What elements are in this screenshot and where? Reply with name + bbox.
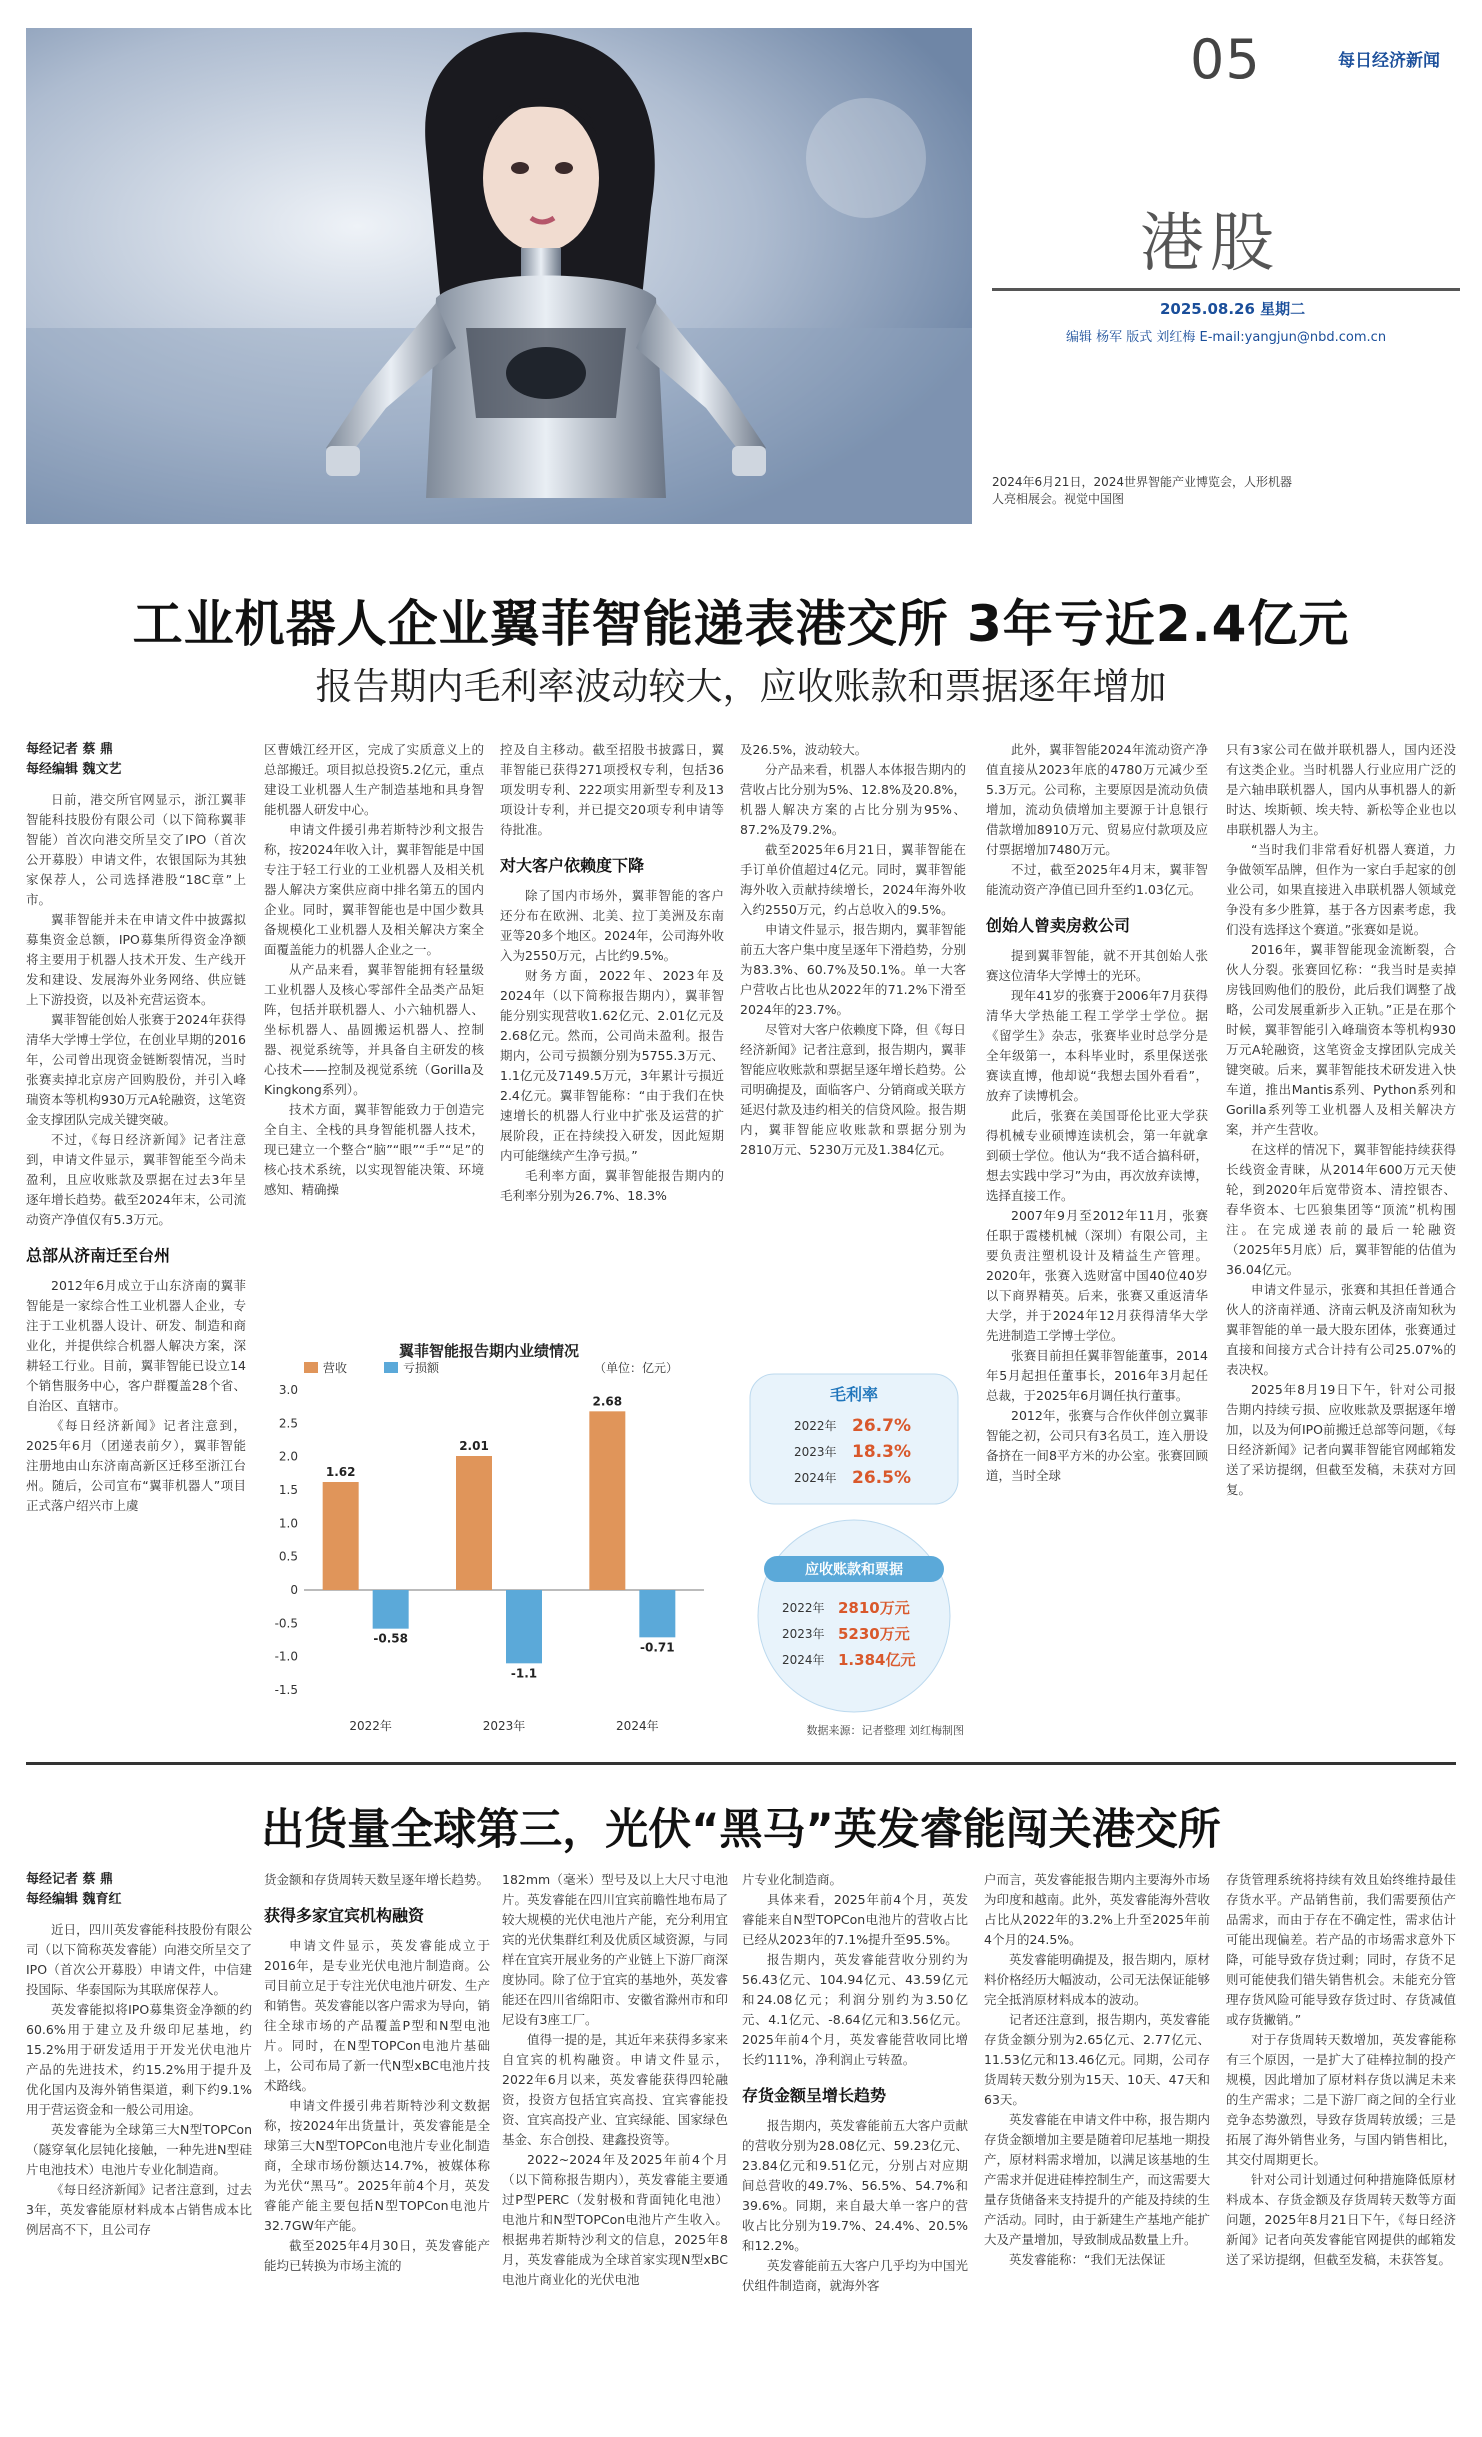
paragraph: 近日，四川英发睿能科技股份有限公司（以下简称英发睿能）向港交所呈交了IPO（首次公开募股）申请文件，中信建投国际、华泰国际为其联席保荐人。 — [26, 1922, 252, 1997]
y-tick-label: 2.5 — [278, 1416, 298, 1431]
paragraph: 2016年，翼菲智能现金流断裂，合伙人分裂。张赛回忆称：“我当时是卖掉房钱回购他们的股份，此后我们调整了战略，公司发展重新步入正轨。”正是在那个时候，翼菲智能引入峰瑞资本等机构930万元A轮融资，这笔资金支撑团队完成关键突破。后来，翼菲智能技术研发进入快车道，推出Mantis系列、Python系列和Gorilla系列等工业机器人及相关解决方案，并产生营收。 — [1226, 942, 1456, 1137]
y-tick-label: 1.0 — [278, 1516, 298, 1531]
paragraph: 从产品来看，翼菲智能拥有轻量级工业机器人及核心零部件全品类产品矩阵，包括并联机器人、小六轴机器人、坐标机器人、晶圆搬运机器人、控制器、视觉系统等，并具备自主研发的核心技术——控制及视觉系统（Gorilla及Kingkong系列）。 — [264, 962, 484, 1097]
robot-photo — [26, 28, 972, 524]
paragraph: 日前，港交所官网显示，浙江翼菲智能科技股份有限公司（以下简称翼菲智能）首次向港交所呈交了IPO（首次公开募股）申请文件，农银国际为其独家保荐人，公司选择港股“18C章”上市。 — [26, 792, 246, 907]
paragraph: “当时我们非常看好机器人赛道，力争做领军品牌，但作为一家白手起家的创业公司，如果直接进入串联机器人领域竞争没有多少胜算，基于各方因素考虑，我们没有选择这个赛道。”张赛如是说。 — [1226, 842, 1456, 937]
paragraph: 申请文件显示，张赛和其担任普通合伙人的济南祥通、济南云帆及济南知秋为翼菲智能的单一最大股东团体，张赛通过直接和间接方式合计持有公司25.07%的表决权。 — [1226, 1282, 1456, 1377]
article1-col2 — [264, 740, 484, 1330]
article2-col1 — [26, 1870, 252, 2430]
paragraph: 尽管对大客户依赖度下降，但《每日经济新闻》记者注意到，报告期内，翼菲智能应收账款和票据呈逐年增长趋势。公司明确提及，面临客户、分销商或关联方延迟付款及违约相关的信贷风险。报告期内，翼菲智能应收账款和票据分别为2810万元、5230万元及1.384亿元。 — [740, 1022, 966, 1157]
article1-col6 — [1226, 740, 1456, 1760]
paragraph: 英发睿能明确提及，报告期内，原材料价格经历大幅波动，公司无法保证能够完全抵消原材料成本的波动。 — [984, 1952, 1210, 2007]
article2-col4 — [742, 1870, 968, 2430]
paragraph: 截至2025年6月21日，翼菲智能在手订单价值超过4亿元。同时，翼菲智能海外收入贡献持续增长，2024年海外收入约2550万元，约占总收入的9.5%。 — [740, 842, 966, 917]
receivables-value: 5230万元 — [838, 1625, 910, 1643]
gross-margin-year: 2023年 — [794, 1445, 837, 1459]
y-tick-label: -1.0 — [274, 1649, 298, 1664]
section-heading: 创始人曾卖房救公司 — [986, 916, 1131, 935]
paragraph: 技术方面，翼菲智能致力于创造完全自主、全栈的具身智能机器人技术，现已建立一个整合“脑”“眼”“手”“足”的核心技术系统，以实现智能决策、环境感知、精确操 — [264, 1102, 484, 1197]
receivables-title: 应收账款和票据 — [805, 1562, 903, 1578]
receivables-value: 1.384亿元 — [838, 1651, 916, 1669]
editor-byline: 每经编辑 魏文艺 — [26, 762, 122, 777]
article2-col5 — [984, 1870, 1210, 2430]
paragraph: 申请文件援引弗若斯特沙利文数据称，按2024年出货量计，英发睿能是全球第三大N型TOPCon电池片专业化制造商，全球市场份额达14.7%，被媒体称为光伏“黑马”。2025年前4个月，英发睿能产能主要包括N型TOPCon电池片32.7GW年产能。 — [264, 2098, 490, 2233]
y-tick-label: -1.5 — [274, 1683, 298, 1697]
paragraph: 值得一提的是，其近年来获得多家来自宜宾的机构融资。申请文件显示，2022年6月以来，英发睿能获得四轮融资，投资方包括宜宾高投、宜宾睿能投资、宜宾高投产业、宜宾绿能、国家绿色基金、东合创投、建鑫投资等。 — [502, 2032, 728, 2147]
receivables-year: 2024年 — [782, 1653, 825, 1667]
bar — [506, 1590, 542, 1663]
brand-name: 每日经济新闻 — [1338, 51, 1440, 71]
section-heading: 总部从济南迁至台州 — [26, 1246, 171, 1265]
paragraph: 英发睿能在申请文件中称，报告期内存货金额增加主要是随着印尼基地一期投产，原材料需求增加，以满足该基地的生产需求并促进硅棒控制生产，而这需要大量存货储备来支持提升的产能及持续的生产活动。同时，由于新建生产基地产能扩大及产量增加，导致制成品数量上升。 — [984, 2112, 1210, 2247]
paragraph: 报告期内，英发睿能前五大客户贡献的营收分别为28.08亿元、59.23亿元、23.84亿元和9.51亿元，分别占对应期间总营收的49.7%、56.5%、54.7%和39.6%。同期，来自最大单一客户的营收占比分别为19.7%、24.4%、20.5%和12.2%。 — [742, 2118, 968, 2253]
article2-title: 出货量全球第三，光伏“黑马”英发睿能闯关港交所 — [261, 1805, 1221, 1855]
gross-margin-year: 2022年 — [794, 1419, 837, 1433]
paragraph: 毛利率方面，翼菲智能报告期内的毛利率分别为26.7%、18.3% — [500, 1168, 724, 1203]
data-label: -0.71 — [640, 1640, 675, 1655]
paragraph: 此后，张赛在美国哥伦比亚大学获得机械专业硕博连读机会，第一年就拿到硕士学位。他认为“我不适合搞科研，想去实践中学习”为由，再次放弃读博，选择直接工作。 — [986, 1108, 1208, 1203]
receivables-value: 2810万元 — [838, 1599, 910, 1617]
paragraph: 控及自主移动。截至招股书披露日，翼菲智能已获得271项授权专利，包括36项发明专利、222项实用新型专利及13项设计专利，并已提交20项专利申请等待批准。 — [500, 742, 724, 837]
paragraph: 分产品来看，机器人本体报告期内的营收占比分别为5%、12.8%及20.8%，机器人解决方案的占比分别为95%、87.2%及79.2%。 — [740, 762, 966, 837]
bar — [639, 1590, 675, 1637]
chart-source: 数据来源：记者整理 刘红梅制图 — [806, 1724, 964, 1737]
paragraph: 申请文件显示，报告期内，翼菲智能前五大客户集中度呈逐年下滑趋势，分别为83.3%、60.7%及50.1%。单一大客户营收占比也从2022年的71.2%下滑至2024年的23.7%。 — [740, 922, 966, 1017]
reporter-byline: 每经记者 蔡 鼎 — [26, 742, 114, 757]
y-tick-label: 0.5 — [278, 1549, 298, 1564]
paragraph: 2025年8月19日下午，针对公司报告期内持续亏损、应收账款及票据逐年增加，以及为何IPO前搬迁总部等问题，《每日经济新闻》记者向翼菲智能官网邮箱发送了采访提纲，但截至发稿，未获对方回复。 — [1226, 1382, 1456, 1497]
paragraph: 报告期内，英发睿能营收分别约为56.43亿元、104.94亿元、43.59亿元和24.08亿元；利润分别约为3.50亿元、4.1亿元、-8.64亿元和3.56亿元。2025年前4个月，英发睿能营收同比增长约111%，净利润止亏转盈。 — [742, 1952, 968, 2067]
data-label: 2.01 — [459, 1439, 489, 1453]
gross-margin-value: 26.5% — [852, 1468, 911, 1488]
x-tick-label: 2024年 — [616, 1719, 659, 1733]
performance-chart — [264, 1340, 972, 1740]
paragraph: 申请文件援引弗若斯特沙利文报告称，按2024年收入计，翼菲智能是中国专注于轻工行业的工业机器人及相关机器人解决方案供应商中排名第五的国内企业。同时，翼菲智能也是中国少数具备规模化工业机器人及相关解决方案全面覆盖能力的机器人企业之一。 — [264, 822, 484, 957]
paragraph: 182mm（毫米）型号及以上大尺寸电池片。英发睿能在四川宜宾前瞻性地布局了较大规模的光伏电池片产能，充分利用宜宾的光伏集群红利及优质区域资源，与同样在宜宾开展业务的产业链上下游厂商深度协同。除了位于宜宾的基地外，英发睿能还在四川省绵阳市、安徽省滁州市和印尼设有3座工厂。 — [502, 1872, 728, 2027]
receivables-year: 2022年 — [782, 1601, 825, 1615]
paragraph: 财务方面，2022年、2023年及2024年（以下简称报告期内），翼菲智能分别实现营收1.62亿元、2.01亿元及2.68亿元。然而，公司尚未盈利。报告期内，公司亏损额分别为5755.3万元、1.1亿元及7149.5万元，3年累计亏损近2.4亿元。翼菲智能称：“由于我们在快速增长的机器人行业中扩张及运营的扩展阶段，正在持续投入研发，因此短期内可能继续产生净亏损。” — [500, 968, 724, 1163]
article1-title: 工业机器人企业翼菲智能递表港交所 3年亏近2.4亿元 — [132, 595, 1350, 653]
page-number: 05 — [1190, 28, 1261, 91]
reporter-byline: 每经记者 蔡 鼎 — [26, 1872, 114, 1887]
y-tick-label: 0 — [290, 1583, 298, 1597]
bar — [373, 1590, 409, 1629]
paragraph: 《每日经济新闻》记者注意到，过去3年，英发睿能原材料成本占销售成本比例居高不下，且公司存 — [26, 2182, 252, 2237]
legend-label: 营收 — [323, 1361, 348, 1375]
chart-unit: （单位：亿元） — [594, 1361, 679, 1375]
chart-svg — [264, 1360, 972, 1740]
paragraph: 2007年9月至2012年11月，张赛任职于霞楼机械（深圳）有限公司，主要负责注塑机设计及精益生产管理。2020年，张赛入选财富中国40位40岁以下商界精英。后来，张赛又重返清华大学，并于2024年12月获得清华大学先进制造工学博士学位。 — [986, 1208, 1208, 1343]
article1-col5 — [986, 740, 1208, 1760]
section-title: 港股 — [1140, 207, 1280, 281]
photo-caption: 2024年6月21日，2024世界智能产业博览会，人形机器人亮相展会。视觉中国图 — [992, 475, 1292, 506]
section-heading: 存货金额呈增长趋势 — [742, 2086, 887, 2105]
article-divider — [26, 1762, 1456, 1765]
paragraph: 《每日经济新闻》记者注意到，2025年6月（团递表前夕），翼菲智能注册地由山东济南高新区迁移至浙江台州。随后，公司宣布“翼菲机器人”项目正式落户绍兴市上虞 — [26, 1418, 246, 1513]
paragraph: 截至2025年4月30日，英发睿能产能均已转换为市场主流的 — [264, 2238, 490, 2273]
article1-subtitle: 报告期内毛利率波动较大，应收账款和票据逐年增加 — [315, 665, 1167, 708]
paragraph: 英发睿能称：“我们无法保证 — [1009, 2252, 1166, 2267]
bar — [589, 1411, 625, 1590]
legend-label: 亏损额 — [403, 1361, 440, 1375]
paragraph: 货金额和存货周转天数呈逐年增长趋势。 — [264, 1872, 490, 1887]
paragraph: 记者还注意到，报告期内，英发睿能存货金额分别为2.65亿元、2.77亿元、11.53亿元和13.46亿元。同期，公司存货周转天数分别为15天、10天、47天和63天。 — [984, 2012, 1210, 2107]
x-tick-label: 2022年 — [349, 1719, 392, 1733]
paragraph: 户而言，英发睿能报告期内主要海外市场为印度和越南。此外，英发睿能海外营收占比从2022年的3.2%上升至2025年前4个月的24.5%。 — [984, 1872, 1210, 1947]
chart-title: 翼菲智能报告期内业绩情况 — [398, 1342, 579, 1360]
paragraph: 不过，截至2025年4月末，翼菲智能流动资产净值已回升至约1.03亿元。 — [986, 862, 1208, 897]
data-label: -0.58 — [373, 1631, 408, 1646]
header-rule — [992, 288, 1460, 291]
data-label: 2.68 — [592, 1394, 623, 1409]
page-editor: 编辑 杨军 版式 刘红梅 E-mail:yangjun@nbd.com.cn — [1066, 330, 1387, 345]
article1-col4 — [740, 740, 966, 1330]
legend-swatch — [304, 1362, 318, 1373]
editor-byline: 每经编辑 魏育红 — [26, 1892, 122, 1907]
y-tick-label: 2.0 — [278, 1449, 298, 1464]
paragraph: 张赛目前担任翼菲智能董事，2014年5月起担任董事长，2016年3月起任总裁，于2025年6月调任执行董事。 — [986, 1348, 1208, 1403]
paragraph: 2012年，张赛与合作伙伴创立翼菲智能之初，公司只有3名员工，连入册设备挤在一间8平方米的办公室。张赛回顾道，当时全球 — [986, 1408, 1208, 1483]
paragraph: 申请文件显示，英发睿能成立于2016年，是专业光伏电池片制造商。公司目前立足于专注光伏电池片研发、生产和销售。英发睿能以客户需求为导向，销往全球市场的产品覆盖P型和N型电池片。同时，在N型TOPCon电池片基础上，公司布局了新一代N型xBC电池片技术路线。 — [264, 1938, 490, 2093]
gross-margin-title: 毛利率 — [829, 1385, 879, 1404]
paragraph: 翼菲智能创始人张赛于2024年获得清华大学博士学位，在创业早期的2016年，公司曾出现资金链断裂情况，当时张赛卖掉北京房产回购股份，并引入峰瑞资本等机构930万元A轮融资，这笔资金支撑团队完成关键突破。 — [26, 1012, 246, 1127]
y-tick-label: -0.5 — [274, 1616, 298, 1631]
paragraph: 此外，翼菲智能2024年流动资产净值直接从2023年底的4780万元减少至5.3万元。公司称，主要原因是流动负债增加，流动负债增加主要源于计息银行借款增加8910万元、贸易应付款项及应付票据增加7480万元。 — [986, 742, 1208, 857]
paragraph: 区曹娥江经开区，完成了实质意义上的总部搬迁。项目拟总投资5.2亿元，重点建设工业机器人生产制造基地和具身智能机器人研发中心。 — [264, 742, 484, 817]
receivables-year: 2023年 — [782, 1627, 825, 1641]
issue-date: 2025.08.26 星期二 — [1160, 300, 1306, 318]
paragraph: 具体来看，2025年前4个月，英发睿能来自N型TOPCon电池片的营收占比已经从2023年的7.1%提升至95.5%。 — [742, 1892, 968, 1947]
article2-col3 — [502, 1870, 728, 2430]
paragraph: 提到翼菲智能，就不开其创始人张赛这位清华大学博士的光环。 — [986, 948, 1208, 983]
data-label: -1.1 — [510, 1666, 538, 1681]
gross-margin-year: 2024年 — [794, 1471, 837, 1485]
paragraph: 2012年6月成立于山东济南的翼菲智能是一家综合性工业机器人企业，专注于工业机器人设计、研发、制造和商业化，并提供综合机器人解决方案，深耕轻工行业。目前，翼菲智能已设立14个销售服务中心，客户群覆盖28个省、自治区、直辖市。 — [26, 1278, 246, 1413]
paragraph: 现年41岁的张赛于2006年7月获得清华大学热能工程工学学士学位。据《留学生》杂志，张赛毕业时总学分是全年级第一，本科毕业时，系里保送张赛读直博，他却说“我想去国外看看”，放弃了读博机会。 — [986, 988, 1208, 1103]
paragraph: 只有3家公司在做并联机器人，国内还没有这类企业。当时机器人行业应用广泛的是六轴串联机器人，国内从事机器人的新时达、埃斯顿、埃夫特、新松等企业也以串联机器人为主。 — [1226, 742, 1456, 837]
paragraph: 针对公司计划通过何种措施降低原材料成本、存货金额及存货周转天数等方面问题，2025年8月21日下午，《每日经济新闻》记者向英发睿能官网提供的邮箱发送了采访提纲，但截至发稿，未获答复。 — [1226, 2172, 1456, 2267]
legend-swatch — [384, 1362, 398, 1373]
paragraph: 片专业化制造商。 — [742, 1872, 843, 1887]
x-tick-label: 2023年 — [482, 1719, 526, 1733]
gross-margin-value: 18.3% — [852, 1442, 911, 1462]
article2-col6 — [1226, 1870, 1456, 2430]
paragraph: 英发睿能前五大客户几乎均为中国光伏组件制造商，就海外客 — [742, 2258, 968, 2293]
section-heading: 获得多家宜宾机构融资 — [264, 1906, 425, 1925]
paragraph: 在这样的情况下，翼菲智能持续获得长线资金青睐，从2014年600万元天使轮，到2020年后宽带资本、清控银杏、春华资本、七匹狼集团等“顶流”机构围注。在完成递表前的最后一轮融资（2025年5月底）后，翼菲智能的估值为36.04亿元。 — [1226, 1142, 1456, 1277]
gross-margin-value: 26.7% — [852, 1416, 911, 1436]
paragraph: 除了国内市场外，翼菲智能的客户还分布在欧洲、北美、拉丁美洲及东南亚等20多个地区。2024年，公司海外收入为2550万元，占比约9.5%。 — [500, 888, 724, 963]
data-label: 1.62 — [325, 1465, 356, 1479]
bar — [323, 1482, 359, 1590]
paragraph: 英发睿能为全球第三大N型TOPCon（隧穿氧化层钝化接触，一种先进N型硅片电池技术）电池片专业化制造商。 — [26, 2122, 252, 2177]
paragraph: 及26.5%，波动较大。 — [740, 742, 868, 757]
paragraph: 不过，《每日经济新闻》记者注意到，申请文件显示，翼菲智能至今尚未盈利，且应收账款及票据在过去3年呈逐年增长趋势。截至2024年末，公司流动资产净值仅有5.3万元。 — [26, 1132, 246, 1227]
y-tick-label: 1.5 — [278, 1483, 298, 1497]
article2-col2 — [264, 1870, 490, 2430]
section-heading: 对大客户依赖度下降 — [500, 856, 645, 875]
article1-col3 — [500, 740, 724, 1330]
bar — [456, 1456, 492, 1590]
paragraph: 英发睿能拟将IPO募集资金净额的约60.6%用于建立及升级印尼基地，约15.2%用于研发适用于开发光伏电池片产品的先进技术，约15.2%用于提升及优化国内及海外销售渠道，剩下约9.1%用于营运资金和一般公司用途。 — [26, 2002, 252, 2117]
paragraph: 翼菲智能并未在申请文件中披露拟募集资金总额，IPO募集所得资金净额将主要用于机器人技术开发、生产线开发和建设、发展海外业务网络、供应链上下游投资，以及补充营运资本。 — [26, 912, 246, 1007]
article1-col1 — [26, 740, 246, 1760]
y-tick-label: 3.0 — [278, 1383, 298, 1397]
paragraph: 存货管理系统将持续有效且始终维持最佳存货水平。产品销售前，我们需要预估产品需求，而由于存在不确定性，需求估计可能出现偏差。若产品的市场需求意外下降，可能导致存货过剩；同时，存货不足则可能使我们错失销售机会。未能充分管理存货风险可能导致存货过时、存货减值或存货撇销。” — [1226, 1872, 1456, 2027]
paragraph: 对于存货周转天数增加，英发睿能称有三个原因，一是扩大了硅棒拉制的投产规模，因此增加了原材料存货以满足未来的生产需求；二是下游厂商之间的全行业竞争态势激烈，导致存货周转放缓；三是拓展了海外销售业务，与国内销售相比，其交付周期更长。 — [1226, 2032, 1456, 2167]
paragraph: 2022~2024年及2025年前4个月（以下简称报告期内），英发睿能主要通过P型PERC（发射极和背面钝化电池）电池片和N型TOPCon电池片产生收入。根据弗若斯特沙利文的信息，2025年8月，英发睿能成为全球首家实现N型xBC电池片商业化的光伏电池 — [502, 2152, 728, 2287]
